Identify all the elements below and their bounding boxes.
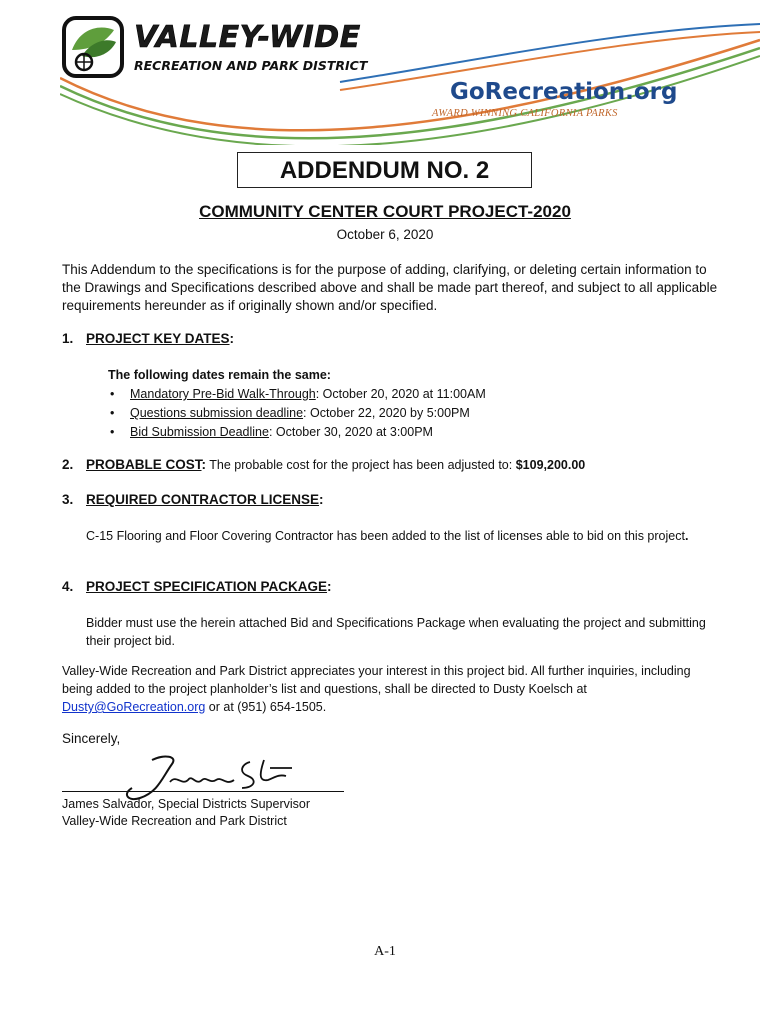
page-number: A-1 [374, 944, 396, 959]
section-title: PROBABLE COST [86, 457, 202, 472]
brand-title: VALLEY-WIDE [134, 20, 361, 55]
probable-cost-text: The probable cost for the project has been adjusted to: [206, 458, 516, 472]
addendum-title-box [237, 152, 532, 188]
section-4-heading [62, 579, 332, 594]
sincerely: Sincerely, [62, 731, 121, 746]
section-number: 3. [62, 492, 74, 507]
section-number: 4. [62, 579, 74, 594]
section-colon: : [201, 457, 207, 472]
addendum-title: ADDENDUM NO. 2 [279, 157, 490, 184]
valley-wide-logo-icon [62, 16, 124, 78]
document-date: October 6, 2020 [336, 227, 434, 242]
section-number: 1. [62, 331, 74, 346]
tagline: AWARD WINNING CALIFORNIA PARKS [432, 108, 618, 119]
section-colon: : [229, 331, 235, 346]
brand-subtitle: RECREATION AND PARK DISTRICT [134, 58, 368, 73]
site-name: GoRecreation.org [450, 79, 678, 105]
date-label: Mandatory Pre-Bid Walk-Through [130, 387, 316, 401]
letterhead [0, 0, 770, 140]
closing-paragraph [62, 662, 722, 716]
closing-text: Valley-Wide Recreation and Park District appreciates your interest in this project bid. All further inquiries, including being added to the project planholder’s list and questions, shall be directed to Dusty Koelsch at [62, 664, 691, 696]
list-item [108, 423, 486, 442]
section-title: REQUIRED CONTRACTOR LICENSE [86, 492, 320, 507]
signer-organization: Valley-Wide Recreation and Park District [62, 814, 287, 828]
section-2-heading [62, 457, 585, 472]
contact-email-link[interactable]: Dusty@GoRecreation.org [62, 700, 206, 714]
intro-paragraph: This Addendum to the specifications is for the purpose of adding, clarifying, or deleting certain information to the Drawings and Specifications described above and shall be made part thereof, and subject to all applicable requirements hereunder as if originally shown and/or specified. [62, 262, 718, 313]
list-item [108, 385, 486, 404]
section-3-paragraph [86, 527, 716, 545]
closing-phone: or at (951) 654-1505. [205, 700, 327, 714]
date-value: : October 20, 2020 at 11:00AM [315, 387, 486, 401]
project-title: COMMUNITY CENTER COURT PROJECT-2020 [199, 202, 571, 221]
section-3-heading [62, 492, 324, 507]
section-1-heading [62, 331, 234, 346]
section-colon: : [327, 579, 332, 594]
section-number: 2. [62, 457, 74, 472]
key-dates-list [108, 385, 486, 442]
section-colon: : [319, 492, 324, 507]
section-title: PROJECT KEY DATES [86, 331, 230, 346]
date-value: : October 30, 2020 at 3:00PM [268, 425, 433, 439]
list-item [108, 404, 486, 423]
section-title: PROJECT SPECIFICATION PACKAGE [86, 579, 328, 594]
probable-cost-amount: $109,200.00 [515, 458, 586, 472]
key-dates-label: The following dates remain the same: [108, 368, 331, 382]
license-period: . [684, 529, 689, 543]
date-label: Bid Submission Deadline [130, 425, 269, 439]
license-text: C-15 Flooring and Floor Covering Contractor has been added to the list of licenses able to bid on this project [86, 529, 685, 543]
signature-line [62, 791, 344, 792]
date-label: Questions submission deadline [130, 406, 304, 420]
section-4-paragraph: Bidder must use the herein attached Bid and Specifications Package when evaluating the project and submitting their project bid. [86, 616, 706, 648]
date-value: : October 22, 2020 by 5:00PM [303, 406, 470, 420]
signer-name-title: James Salvador, Special Districts Supervisor [62, 797, 311, 811]
